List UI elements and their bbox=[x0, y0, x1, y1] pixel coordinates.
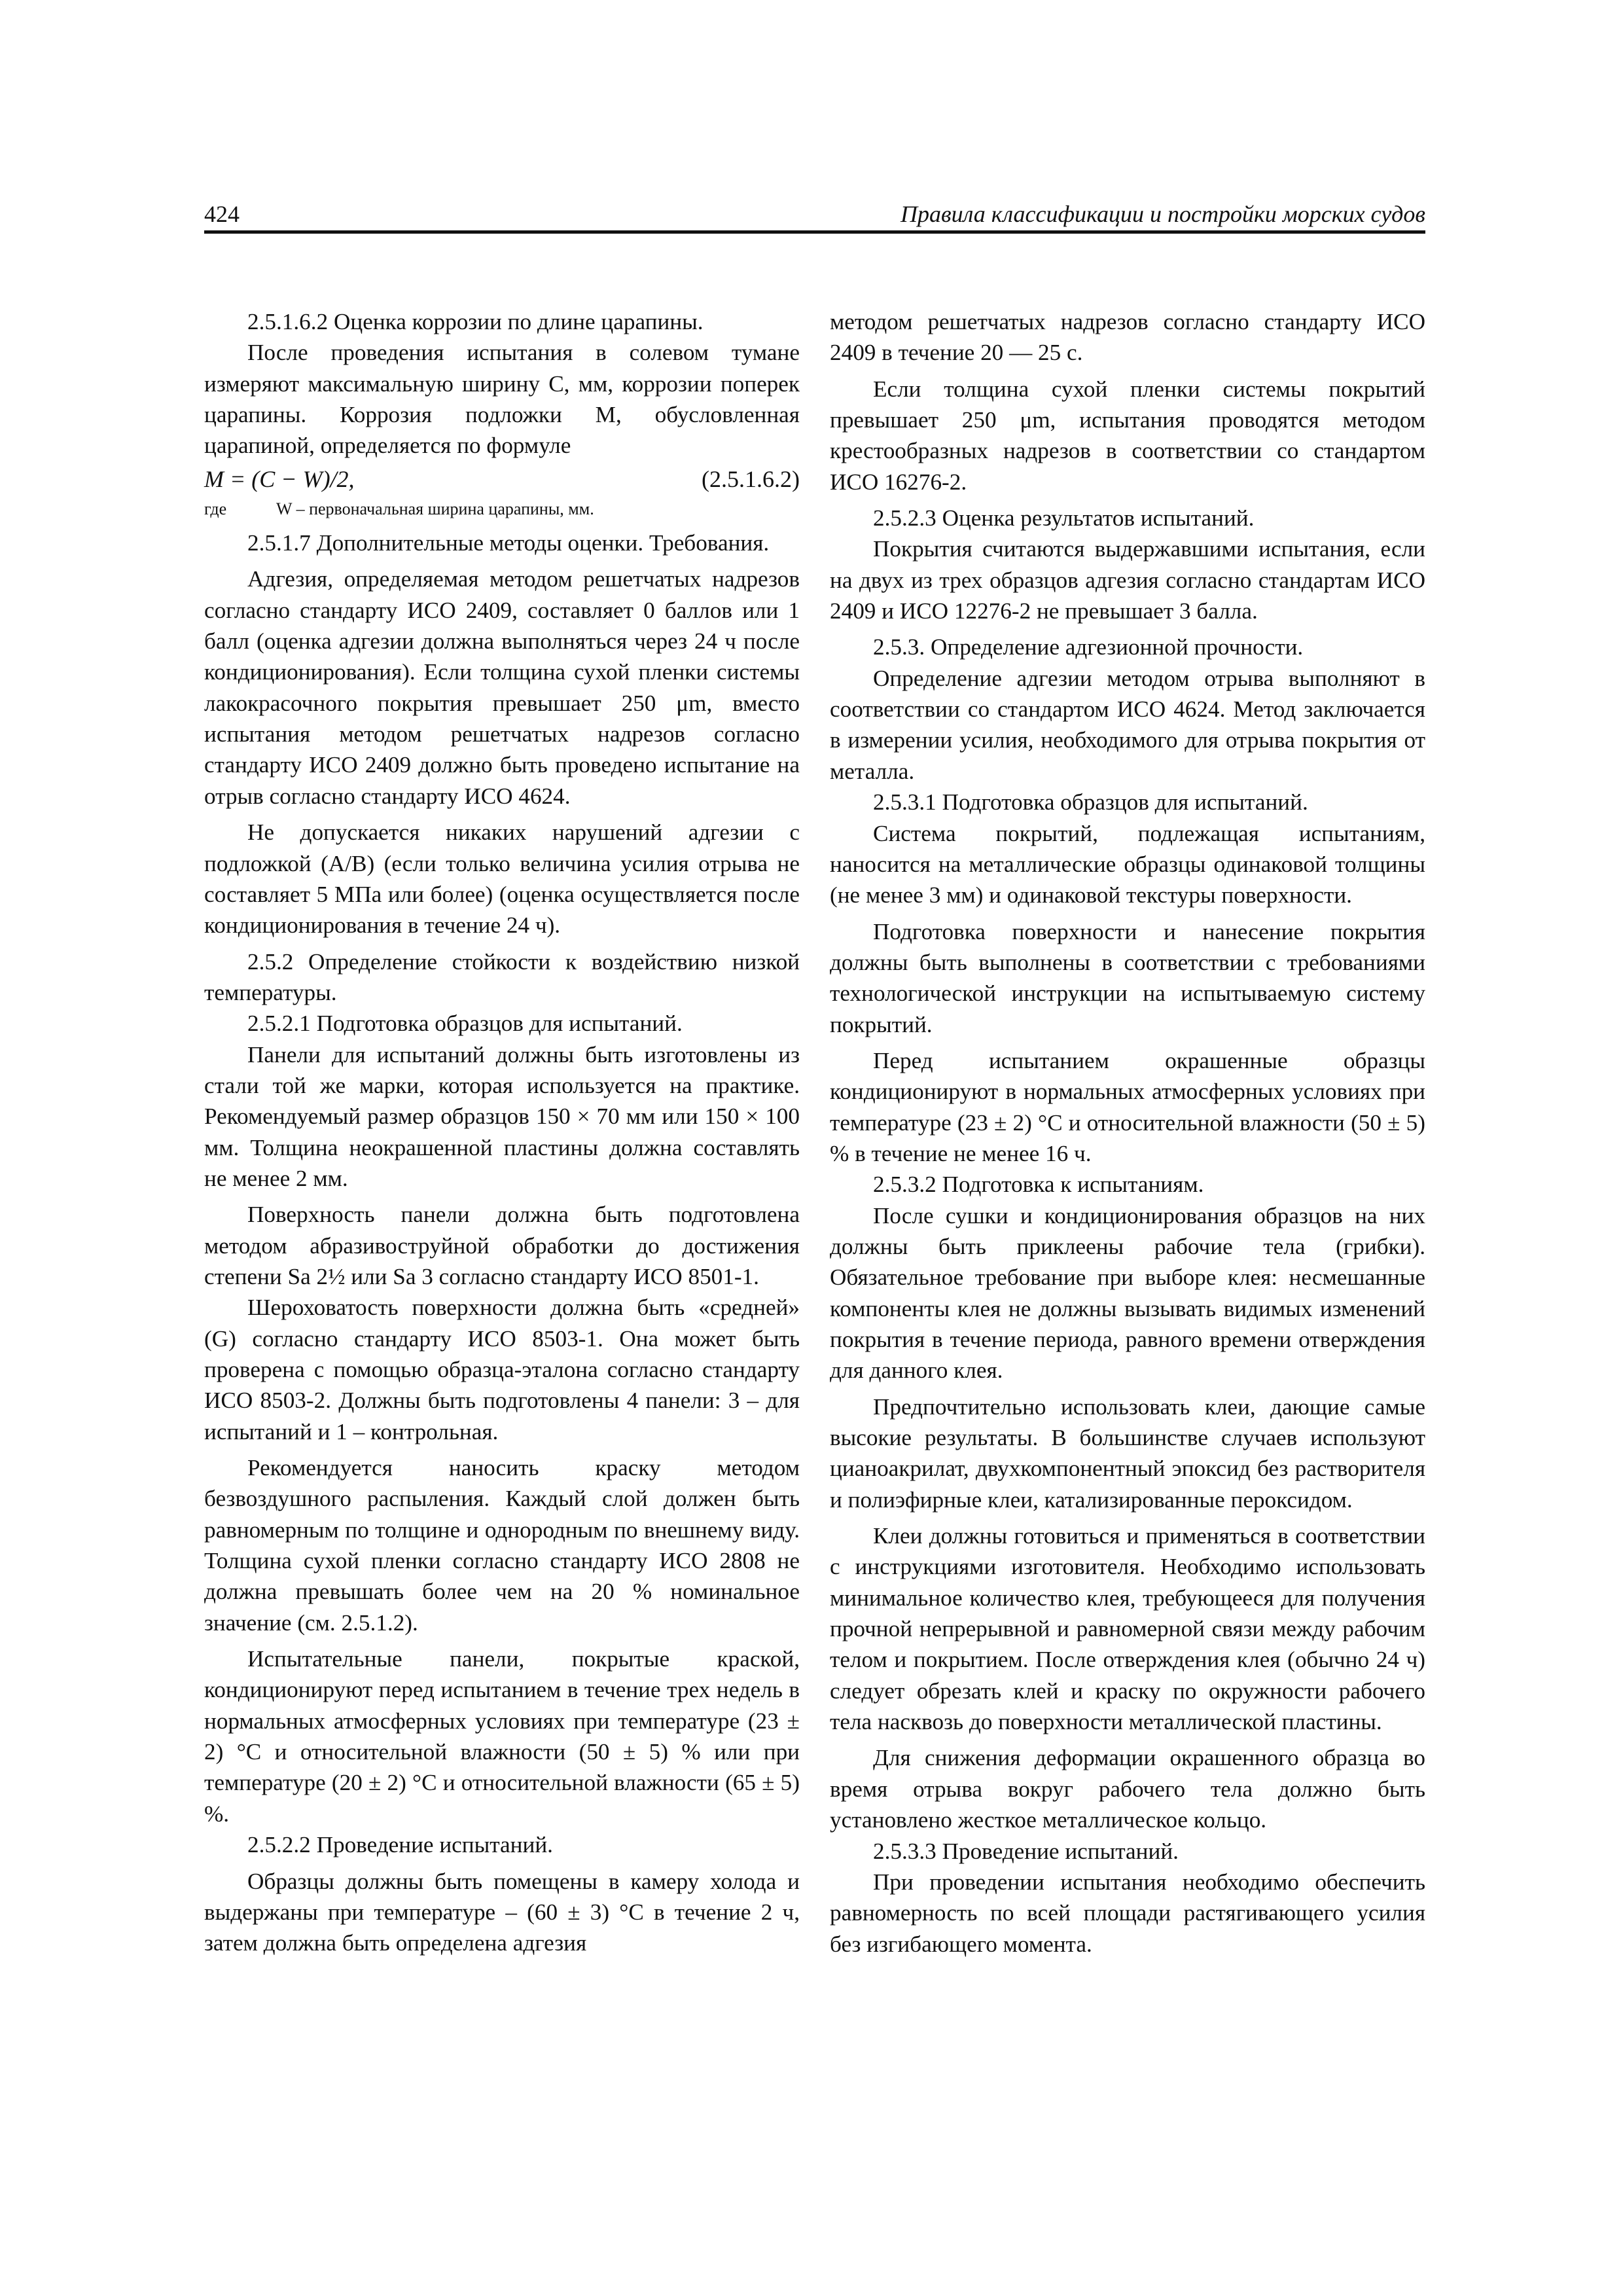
paragraph: Для снижения деформации окрашенного образца во время отрыва вокруг рабочего тела должно быть установлено жесткое металлическое кольцо. bbox=[830, 1745, 1425, 1833]
left-column bbox=[204, 306, 800, 1959]
formula-number: (2.5.1.6.2) bbox=[702, 465, 800, 492]
paragraph: Если толщина сухой пленки системы покрытий превышает 250 μm, испытания проводятся методом крестообразных надрезов в соответствии со стандартом ИСО 16276-2. bbox=[830, 376, 1425, 495]
page-header bbox=[204, 200, 1425, 233]
page-number: 424 bbox=[204, 201, 240, 227]
paragraph: Перед испытанием окрашенные образцы кондиционируют в нормальных атмосферных условиях при температуре (23 ± 2) °C и относительной влажности (50 ± 5) % в течение не менее 16 ч. bbox=[830, 1047, 1425, 1166]
running-title: Правила классификации и постройки морских судов bbox=[901, 201, 1425, 227]
legend-text: W – первоначальная ширина царапины, мм. bbox=[276, 499, 594, 519]
formula-legend bbox=[204, 496, 800, 522]
legend-label: где bbox=[204, 499, 227, 519]
section-heading: 2.5.1.6.2 Оценка коррозии по длине царапины. bbox=[247, 309, 704, 334]
paragraph: Образцы должны быть помещены в камеру холода и выдержаны при температуре – (60 ± 3) °C в течение 2 ч, затем должна быть определена адгезия bbox=[204, 1868, 800, 1956]
paragraph: Адгезия, определяемая методом решетчатых надрезов согласно стандарту ИСО 2409, составляет 0 баллов или 1 балл (оценка адгезии должна выполняться через 24 ч после кондиционирования). Если толщина сухой пленки системы лакокрасочного покрытия превышает 250 μm, вместо испытания методом решетчатых надрезов согласно стандарту ИСО 2409 должно быть проведено испытание на отрыв согласно стандарту ИСО 4624. bbox=[204, 566, 800, 809]
section-heading: 2.5.3.3 Проведение испытаний. bbox=[873, 1838, 1179, 1864]
section-heading: 2.5.2.1 Подготовка образцов для испытаний. bbox=[247, 1011, 683, 1037]
paragraph: Определение адгезии методом отрыва выполняют в соответствии со стандартом ИСО 4624. Метод заключается в измерении усилия, необходимого для отрыва покрытия от металла. bbox=[830, 665, 1425, 784]
paragraph: Предпочтительно использовать клеи, дающие самые высокие результаты. В большинстве случаев используют цианоакрилат, двухкомпонентный эпоксид без растворителя и полиэфирные клеи, катализированные пероксидом. bbox=[830, 1393, 1425, 1513]
paragraph: Подготовка поверхности и нанесение покрытия должны быть выполнены в соответствии с требованиями технологической инструкции на испытываемую систему покрытий. bbox=[830, 918, 1425, 1037]
paragraph: Покрытия считаются выдержавшими испытания, если на двух из трех образцов адгезия согласно стандартам ИСО 2409 и ИСО 12276-2 не превышает 3 балла. bbox=[830, 536, 1425, 624]
paragraph: Система покрытий, подлежащая испытаниям, наносится на металлические образцы одинаковой толщины (не менее 3 мм) и одинаковой текстуры поверхности. bbox=[830, 820, 1425, 908]
section-heading: 2.5.2.2 Проведение испытаний. bbox=[247, 1832, 553, 1858]
paragraph: Шероховатость поверхности должна быть «средней» (G) согласно стандарту ИСО 8503-1. Она может быть проверена с помощью образца-эталона согласно стандарту ИСО 8503-2. Должны быть подготовлены 4 панели: 3 – для испытаний и 1 – контрольная. bbox=[204, 1295, 800, 1444]
paragraph: Не допускается никаких нарушений адгезии с подложкой (A/B) (если только величина усилия отрыва не составляет 5 МПа или более) (оценка осуществляется после кондиционирования в течение 24 ч). bbox=[204, 819, 800, 939]
formula: M = (C − W)/2, bbox=[204, 465, 355, 492]
section-heading: 2.5.3.1 Подготовка образцов для испытаний. bbox=[873, 789, 1308, 816]
section-heading: 2.5.3. Определение адгезионной прочности. bbox=[873, 634, 1304, 660]
paragraph: После сушки и кондиционирования образцов на них должны быть приклеены рабочие тела (грибки). Обязательное требование при выборе клея: несмешанные компоненты клея не должны вызывать видимых изменений покрытия в течение периода, равного времени отверждения для данного клея. bbox=[830, 1202, 1425, 1384]
paragraph: методом решетчатых надрезов согласно стандарту ИСО 2409 в течение 20 — 25 с. bbox=[830, 309, 1425, 366]
header-rule bbox=[204, 230, 1425, 234]
paragraph: После проведения испытания в солевом тумане измеряют максимальную ширину C, мм, коррозии поперек царапины. Коррозия подложки M, обусловленная царапиной, определяется по формуле bbox=[204, 340, 800, 459]
section-heading: 2.5.2 Определение стойкости к воздействию низкой температуры. bbox=[204, 948, 800, 1005]
formula-line bbox=[204, 464, 800, 495]
section-heading: 2.5.2.3 Оценка результатов испытаний. bbox=[873, 505, 1255, 531]
paragraph: Рекомендуется наносить краску методом безвоздушного распыления. Каждый слой должен быть равномерным по толщине и однородным по внешнему виду. Толщина сухой пленки согласно стандарту ИСО 2808 не должна превышать более чем на 20 % номинальное значение (см. 2.5.1.2). bbox=[204, 1455, 800, 1636]
right-column bbox=[830, 306, 1425, 1960]
paragraph: Клеи должны готовиться и применяться в соответствии с инструкциями изготовителя. Необходимо использовать минимальное количество клея, требующееся для получения прочной непрерывной и равномерной связи между рабочим телом и покрытием. После отверждения клея (обычно 24 ч) следует обрезать клей и краску по окружности рабочего тела насквозь до поверхности металлической пластины. bbox=[830, 1523, 1425, 1735]
paragraph: Испытательные панели, покрытые краской, кондиционируют перед испытанием в течение трех недель в нормальных атмосферных условиях при температуре (23 ± 2) °C и относительной влажности (50 ± 5) % или при температуре (20 ± 2) °C и относительной влажности (65 ± 5) %. bbox=[204, 1646, 800, 1827]
section-heading: 2.5.3.2 Подготовка к испытаниям. bbox=[873, 1172, 1204, 1198]
section-heading: 2.5.1.7 Дополнительные методы оценки. Требования. bbox=[247, 530, 770, 556]
paragraph: При проведении испытания необходимо обеспечить равномерность по всей площади растягивающего усилия без изгибающего момента. bbox=[830, 1869, 1425, 1957]
paragraph: Панели для испытаний должны быть изготовлены из стали той же марки, которая используется на практике. Рекомендуемый размер образцов 150 × 70 мм или 150 × 100 мм. Толщина неокрашенной пластины должна составлять не менее 2 мм. bbox=[204, 1041, 800, 1191]
paragraph: Поверхность панели должна быть подготовлена методом абразивоструйной обработки до достижения степени Sa 2½ или Sa 3 согласно стандарту ИСО 8501-1. bbox=[204, 1202, 800, 1289]
